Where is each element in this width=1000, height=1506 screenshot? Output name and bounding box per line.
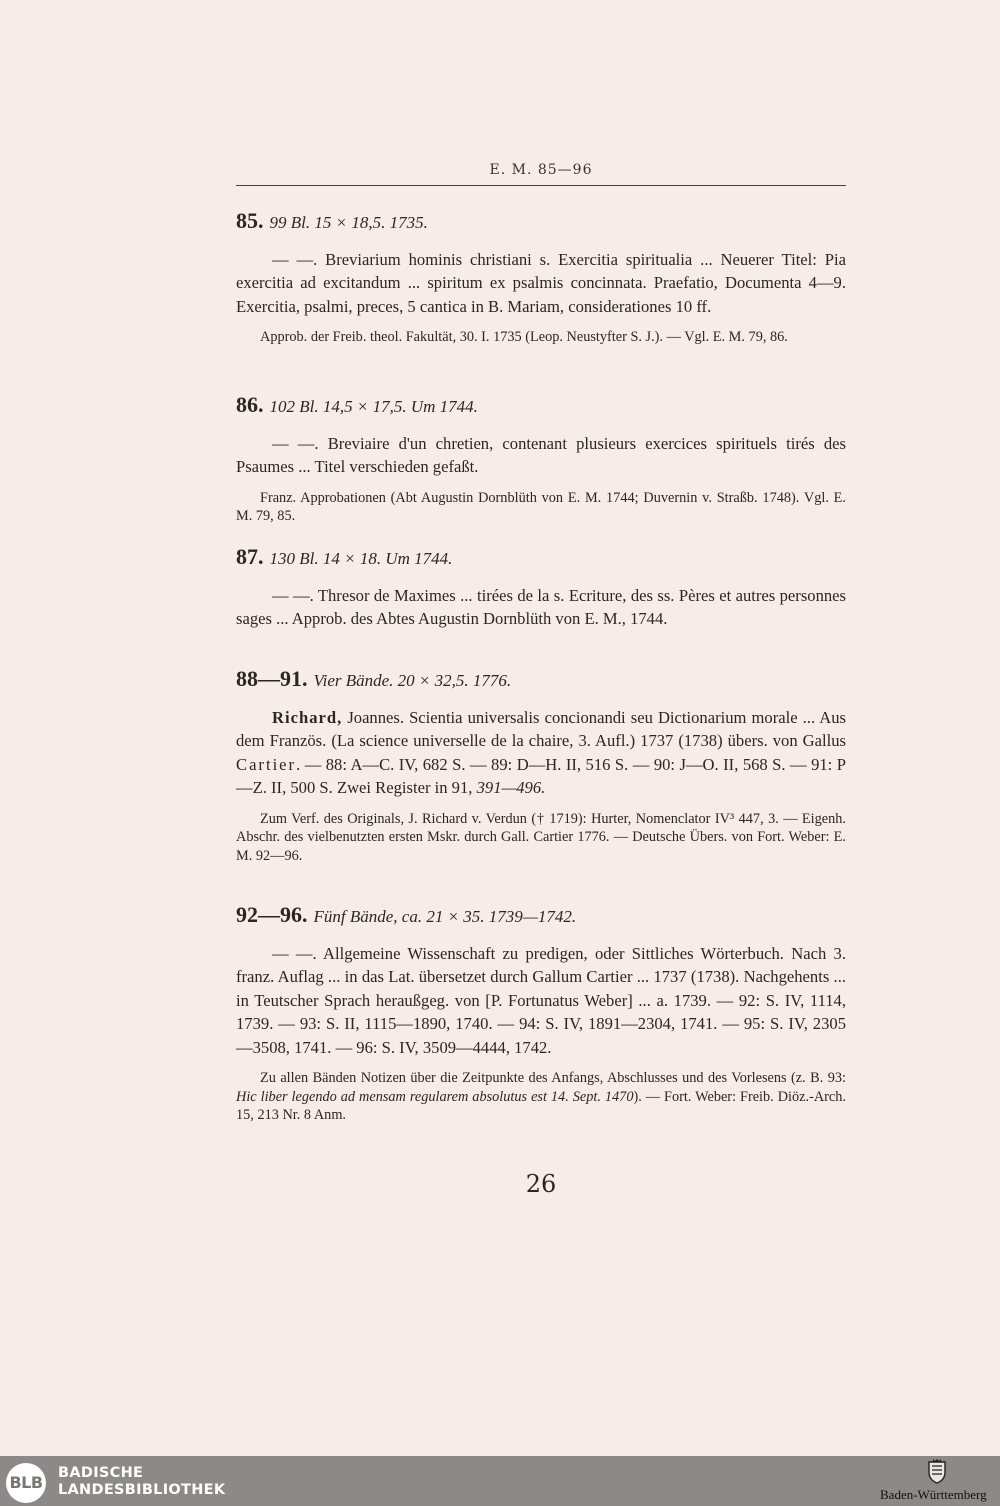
entry-note: Zum Verf. des Originals, J. Richard v. Verdun († 1719): Hurter, Nomenclator IV³ 447, 3. — Eigenh. Abschr. des vielbenutzten ersten Mskr. durch Gall. Cartier 1776. — Deutsche Übers. von Fort. Weber: E. M. 92—96. [236, 810, 846, 864]
blb-logo-icon[interactable]: BLB [6, 1463, 46, 1503]
entry-92-96 [236, 902, 846, 1125]
entry-number: 86. [236, 392, 264, 417]
entry-meta: Fünf Bände, ca. 21 × 35. 1739—1742. [313, 907, 577, 926]
entry-meta: 130 Bl. 14 × 18. Um 1744. [269, 549, 453, 568]
entry-87 [236, 544, 846, 666]
translator-name: Cartier [236, 754, 297, 774]
entry-author: Richard, [272, 708, 343, 727]
entry-meta: Vier Bände. 20 × 32,5. 1776. [313, 671, 512, 690]
entry-number: 87. [236, 544, 264, 569]
entry-85 [236, 208, 846, 392]
coat-of-arms-icon [926, 1458, 948, 1484]
entry-note: Franz. Approbationen (Abt Augustin Dornblüth von E. M. 1744; Duvernin v. Straßb. 1748). Vgl. E. M. 79, 85. [236, 489, 846, 525]
entry-number: 88—91. [236, 666, 308, 691]
entry-88-91 [236, 666, 846, 902]
entry-meta: 102 Bl. 14,5 × 17,5. Um 1744. [269, 397, 478, 416]
entry-body: — —. Allgemeine Wissenschaft zu predigen, oder Sittliches Wörterbuch. Nach 3. franz. Auflag ... in das Lat. übersetzet durch Gallum Cartier ... 1737 (1738). Nachgehents ... in Teutscher Sprach heraußgeg. von [P. Fortunatus Weber] ... a. 1739. — 92: S. IV, 1114, 1739. — 93: S. II, 1115—1890, 1740. — 94: S. IV, 1891—2304, 1741. — 95: S. IV, 2305—3508, 1741. — 96: S. IV, 3509—4444, 1742. [236, 944, 846, 1057]
header-rule [236, 185, 846, 186]
entry-body: Richard, Joannes. Scientia universalis concionandi seu Dictionarium morale ... Aus dem Französ. (La science universelle de la chaire, 3. Aufl.) 1737 (1738) übers. von Gallus Cartier. — 88: A—C. IV, 682 S. — 89: D—H. II, 516 S. — 90: J—O. II, 568 S. — 91: P—Z. II, 500 S. Zwei Register in 91, 391—496. [236, 708, 846, 798]
entry-body: — —. Breviaire d'un chretien, contenant plusieurs exercices spirituels tirés des Psaumes ... Titel verschieden gefaßt. [236, 434, 846, 477]
entry-body: — —. Thresor de Maximes ... tirées de la s. Ecriture, des ss. Pères et autres personnes sages ... Approb. des Abtes Augustin Dornblüth von E. M., 1744. [236, 586, 846, 629]
register-pages: 391—496. [476, 778, 546, 798]
state-label: Baden-Württemberg [880, 1487, 987, 1502]
page-number: 26 [525, 1170, 557, 1198]
running-head: E. M. 85—96 [489, 162, 593, 178]
entry-number: 92—96. [236, 902, 308, 927]
entry-body: — —. Breviarium hominis christiani s. Exercitia spiritualia ... Neuerer Titel: Pia exercitia ad excitandum ... spiritum ex psalmis concinnata. Praefatio, Documenta 4—9. Exercitia, psalmi, preces, 5 cantica in B. Mariam, considerationes 10 ff. [236, 250, 846, 316]
entry-note: Approb. der Freib. theol. Fakultät, 30. I. 1735 (Leop. Neustyfter S. J.). — Vgl. E. M. 79, 86. [260, 329, 788, 346]
entry-86 [236, 392, 846, 544]
entry-number: 85. [236, 208, 264, 233]
catalog-entries [236, 208, 846, 1125]
entry-meta: 99 Bl. 15 × 18,5. 1735. [269, 213, 428, 232]
library-name[interactable]: BADISCHE LANDESBIBLIOTHEK [58, 1465, 226, 1498]
entry-note: Zu allen Bänden Notizen über die Zeitpunkte des Anfangs, Abschlusses und des Vorlesens (z. B. 93: Hic liber legendo ad mensam regularem absolutus est 14. Sept. 1470). — Fort. Weber: Freib. Diöz.-Arch. 15, 213 Nr. 8 Anm. [236, 1070, 846, 1124]
quoted-note: Hic liber legendo ad mensam regularem absolutus est 14. Sept. 1470 [236, 1088, 634, 1105]
